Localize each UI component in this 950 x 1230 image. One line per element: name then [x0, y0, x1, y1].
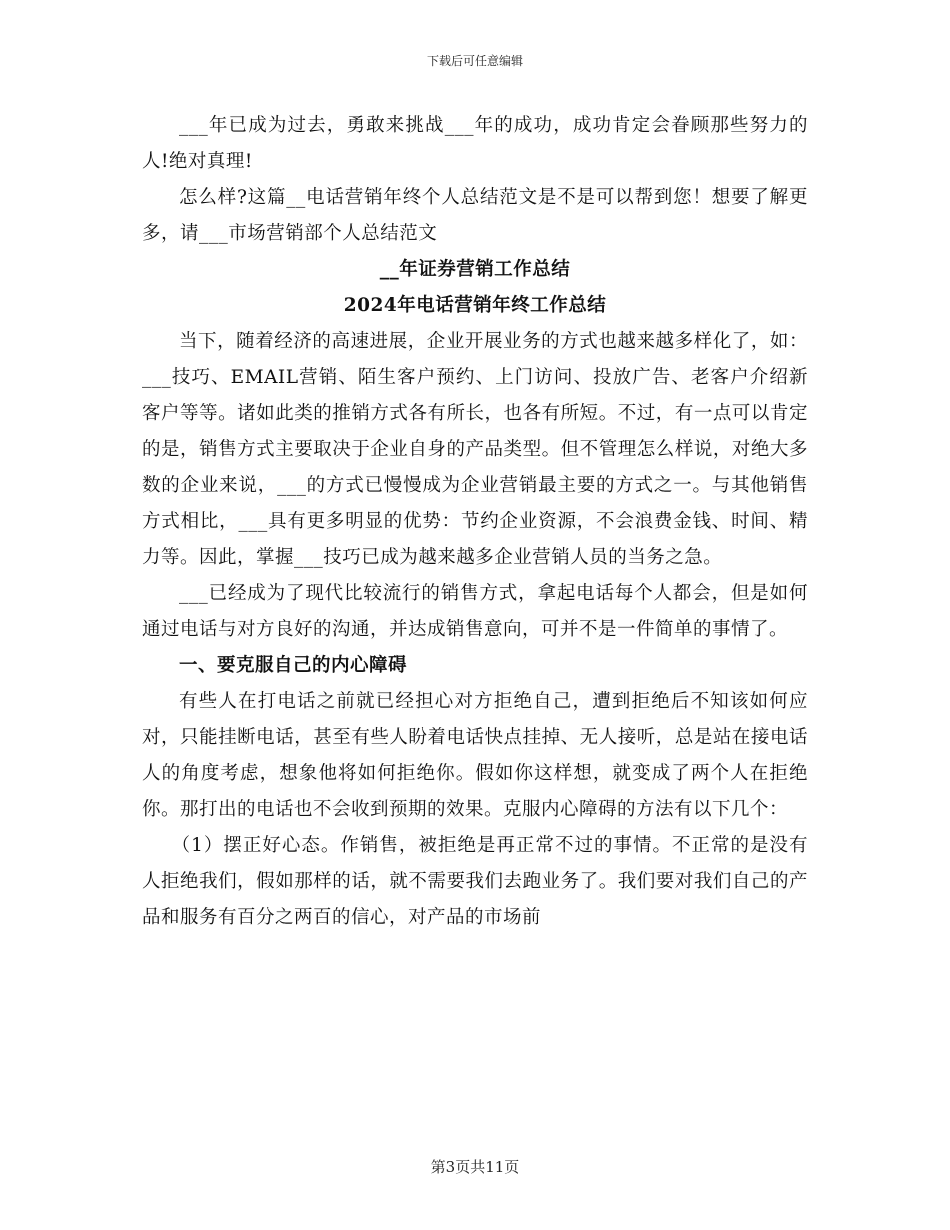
document-body: [142, 108, 808, 936]
section-title: __年证券营销工作总结: [379, 259, 571, 280]
paragraph: 当下，随着经济的高速进展，企业开展业务的方式也越来越多样化了，如：___技巧、EMAIL营销、陌生客户预约、上门访问、投放广告、老客户介绍新客户等等。诸如此类的推销方式各有所长，也各有所短。不过，有一点可以肯定的是，销售方式主要取决于企业自身的产品类型。但不管理怎么样说，对绝大多数的企业来说，___的方式已慢慢成为企业营销最主要的方式之一。与其他销售方式相比，___具有更多明显的优势：节约企业资源，不会浪费金钱、时间、精力等。因此，掌握___技巧已成为越来越多企业营销人员的当务之急。: [142, 331, 808, 568]
list-item: （1）摆正好心态。作销售，被拒绝是再正常不过的事情。不正常的是没有人拒绝我们，假如那样的话，就不需要我们去跑业务了。我们要对我们自己的产品和服务有百分之两百的信心，对产品的市场前: [142, 835, 808, 928]
paragraph: ___年已成为过去，勇敢来挑战___年的成功，成功肯定会眷顾那些努力的人!绝对真理!: [142, 115, 808, 172]
page-header: 下载后可任意编辑: [426, 54, 523, 68]
page-footer: 第3页共11页: [430, 1158, 520, 1176]
document-title: 2024年电话营销年终工作总结: [343, 295, 607, 316]
paragraph: ___已经成为了现代比较流行的销售方式，拿起电话每个人都会，但是如何通过电话与对方良好的沟通，并达成销售意向，可并不是一件简单的事情了。: [142, 583, 808, 640]
section-heading: 一、要克服自己的内心障碍: [179, 655, 408, 676]
paragraph: 有些人在打电话之前就已经担心对方拒绝自己，遭到拒绝后不知该如何应对，只能挂断电话，甚至有些人盼着电话快点挂掉、无人接听，总是站在接电话人的角度考虑，想象他将如何拒绝你。假如你这样想，就变成了两个人在拒绝你。那打出的电话也不会收到预期的效果。克服内心障碍的方法有以下几个：: [142, 691, 808, 820]
paragraph: 怎么样?这篇__电话营销年终个人总结范文是不是可以帮到您！想要了解更多，请___市场营销部个人总结范文: [142, 187, 808, 244]
